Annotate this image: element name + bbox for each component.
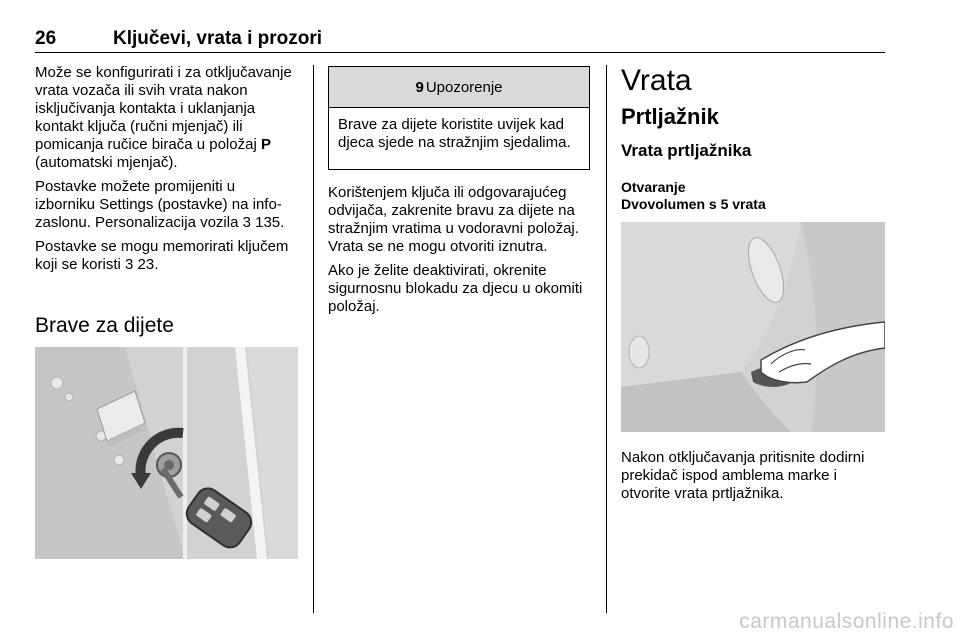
warning-header xyxy=(329,67,589,108)
subheading-opening: Otvaranje xyxy=(621,179,686,195)
paragraph-tailgate-open: Nakon otključavanja pritisnite dodirni prekidač ispod amblema marke i otvorite vrata prtljažnika. xyxy=(621,449,865,502)
column-divider-2 xyxy=(606,65,607,613)
paragraph-unlock-config: Može se konfigurirati i za otključavanje vrata vozača ili svih vrata nakon isključivanja kontakta i uklanjanja kontakt ključa (ručni mjenjač) ili pomicanja ručice birača u položaj P (automatski mjenjač). xyxy=(35,64,292,171)
warning-icon: 9 xyxy=(415,78,424,96)
warning-title: Upozorenje xyxy=(425,78,503,96)
paragraph-child-lock-deactivate: Ako je želite deaktivirati, okrenite sigurnosnu blokadu za djecu u okomiti položaj. xyxy=(328,262,583,315)
page-ref-icon[interactable]: 3 xyxy=(242,214,251,231)
heading-doors: Vrata xyxy=(621,64,692,97)
page-number: 26 xyxy=(35,28,57,49)
heading-luggage: Prtljažnik xyxy=(621,104,719,129)
page-title: Ključevi, vrata i prozori xyxy=(113,28,323,49)
header-rule xyxy=(35,52,885,53)
column-1-text xyxy=(35,64,297,280)
heading-tailgate: Vrata prtljažnika xyxy=(621,141,752,160)
column-divider-1 xyxy=(313,65,314,613)
gear-p-label: P xyxy=(260,136,271,153)
tailgate-illustration xyxy=(621,222,885,432)
warning-text: Brave za dijete koristite uvijek kad djeca sjede na stražnjim sjedalima. xyxy=(338,116,571,151)
heading-child-locks: Brave za dijete xyxy=(35,314,174,337)
subheading-hatchback: Dvovolumen s 5 vrata xyxy=(621,196,766,212)
column-2-text xyxy=(328,184,590,322)
child-lock-illustration xyxy=(35,347,298,559)
watermark: carmanualsonline.info xyxy=(739,610,954,633)
paragraph-settings: Postavke možete promijeniti u izborniku Settings (postavke) na info-zaslonu. Personalizacija vozila 3 135. xyxy=(35,178,285,231)
page-ref-icon[interactable]: 3 xyxy=(125,256,134,273)
paragraph-memorize: Postavke se mogu memorirati ključem koji se koristi 3 23. xyxy=(35,238,289,273)
column-3-text xyxy=(621,449,886,509)
paragraph-child-lock-use: Korištenjem ključa ili odgovarajućeg odvijača, zakrenite bravu za dijete na stražnjim vratima u vodoravni položaj. Vrata se ne mogu otvoriti iznutra. xyxy=(328,184,579,255)
warning-box xyxy=(328,66,590,170)
